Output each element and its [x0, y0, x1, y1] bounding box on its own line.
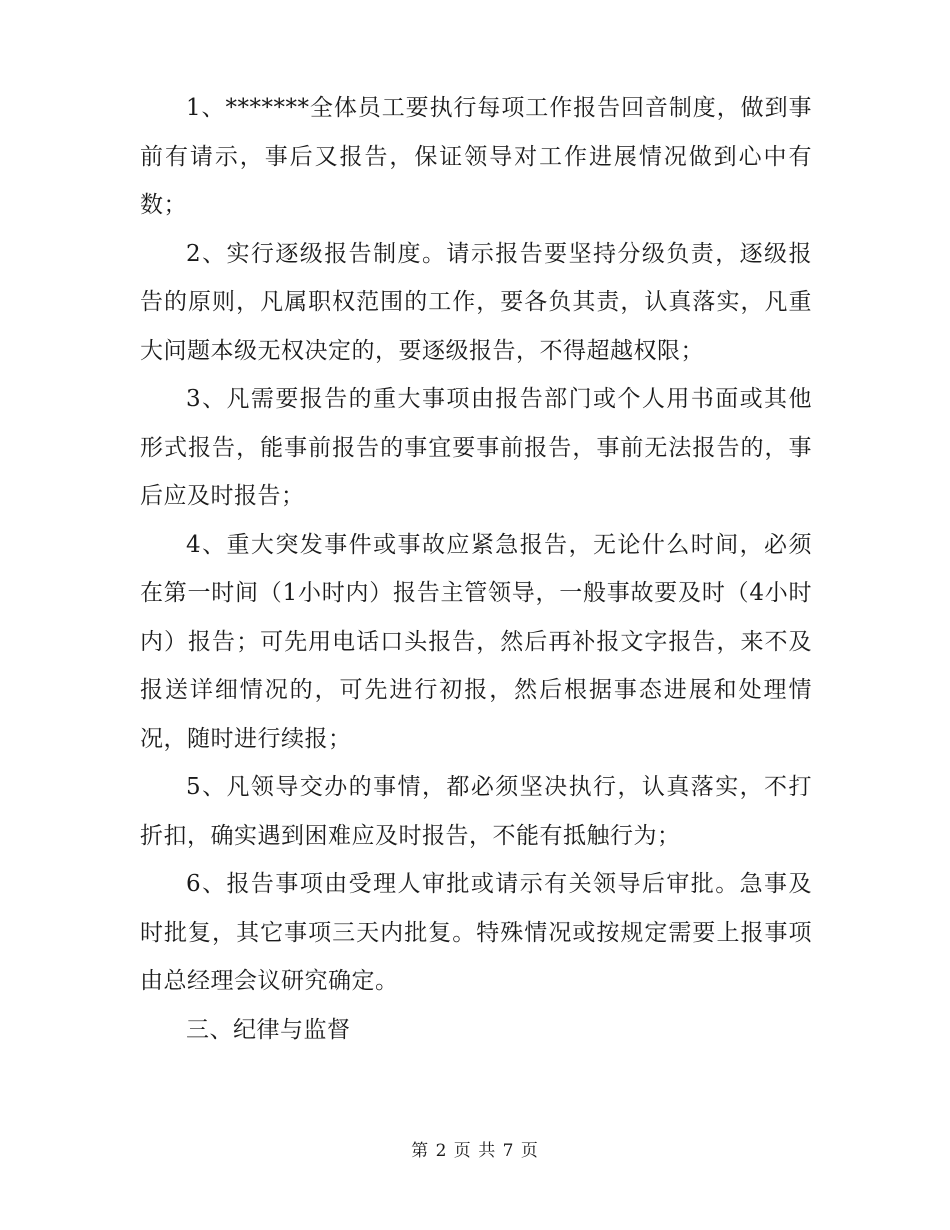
- paragraph-item-1: 1、*******全体员工要执行每项工作报告回音制度，做到事前有请示，事后又报告，保证领导对工作进展情况做到心中有数；: [140, 95, 812, 218]
- paragraph-item-2: 2、实行逐级报告制度。请示报告要坚持分级负责，逐级报告的原则，凡属职权范围的工作，要各负其责，认真落实，凡重大问题本级无权决定的，要逐级报告，不得超越权限；: [140, 240, 812, 364]
- paragraph-item-6: 6、报告事项由受理人审批或请示有关领导后审批。急事及时批复，其它事项三天内批复。特殊情况或按规定需要上报事项由总经理会议研究确定。: [140, 871, 812, 994]
- paragraph-item-5: 5、凡领导交办的事情，都必须坚决执行，认真落实，不打折扣，确实遇到困难应及时报告，不能有抵触行为；: [140, 774, 812, 849]
- paragraph-item-3: 3、凡需要报告的重大事项由报告部门或个人用书面或其他形式报告，能事前报告的事宜要事前报告，事前无法报告的，事后应及时报告；: [140, 386, 812, 509]
- page-number-footer: 第 2 页 共 7 页: [411, 1141, 539, 1161]
- document-body: [140, 84, 812, 1054]
- paragraph-item-4: 4、重大突发事件或事故应紧急报告，无论什么时间，必须在第一时间（1小时内）报告主管领导，一般事故要及时（4小时内）报告；可先用电话口头报告，然后再补报文字报告，来不及报送详细情况的，可先进行初报，然后根据事态进展和处理情况，随时进行续报；: [140, 531, 812, 752]
- section-heading: 三、纪律与监督: [186, 1016, 351, 1043]
